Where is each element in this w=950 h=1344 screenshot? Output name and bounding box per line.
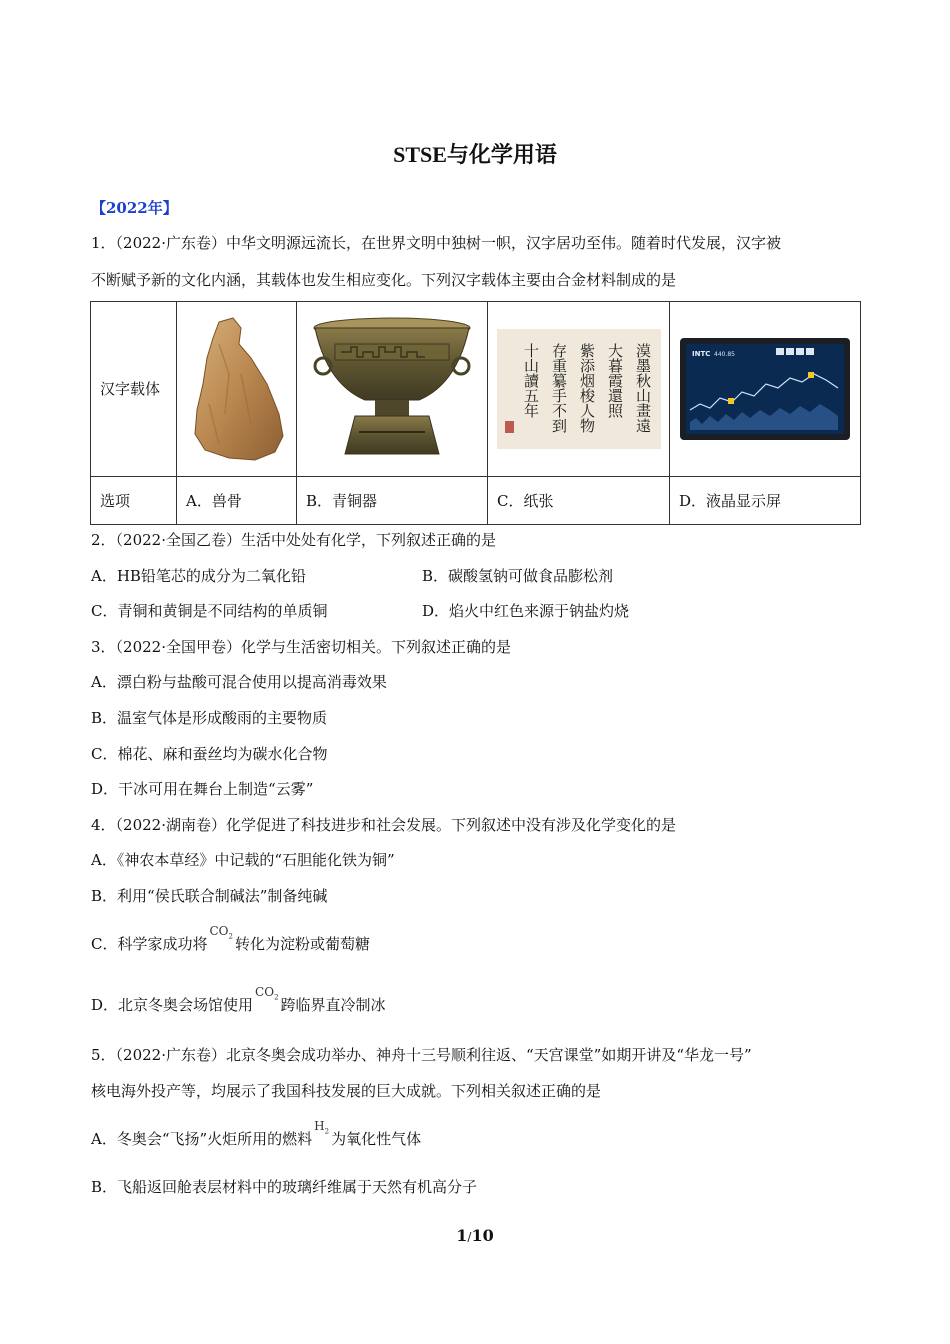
q5-option-b: B．飞船返回舱表层材料中的玻璃纤维属于天然有机高分子 — [91, 1178, 478, 1196]
option-c: C．纸张 — [488, 477, 670, 525]
co2-formula: $CO_2$ — [209, 924, 233, 941]
bronze-vessel-image — [307, 314, 477, 464]
calligraphy-col-4: 存重纂手不到 — [549, 343, 568, 433]
q5-stem-line1: 5．（2022·广东卷）北京冬奥会成功举办、神舟十三号顺利往返、“天宫课堂”如期开讲及“华龙一号” — [91, 1046, 752, 1064]
image-cell-paper — [488, 302, 670, 477]
image-cell-bone — [177, 302, 297, 477]
q4-option-d: D．北京冬奥会场馆使用$CO_2$ 跨临界直冷制冰 — [91, 995, 386, 1021]
animal-bone-image — [189, 314, 285, 464]
q1-stem-line1: 1．（2022·广东卷）中华文明源远流长，在世界文明中独树一帜，汉字居功至伟。随着时代发展，汉字被 — [91, 234, 781, 252]
q4-option-c: C．科学家成功将$CO_2$ 转化为淀粉或葡萄糖 — [91, 934, 370, 960]
co2-formula: $CO_2$ — [255, 985, 279, 1002]
page-number: 1/10 — [456, 1226, 494, 1245]
q4-stem: 4．（2022·湖南卷）化学促进了科技进步和社会发展。下列叙述中没有涉及化学变化的是 — [91, 816, 676, 834]
q1-carrier-table — [90, 301, 861, 525]
q3-option-a: A．漂白粉与盐酸可混合使用以提高消毒效果 — [91, 673, 387, 691]
q3-stem: 3．（2022·全国甲卷）化学与生活密切相关。下列叙述正确的是 — [91, 638, 511, 656]
lcd-screen-image — [680, 338, 850, 440]
q2-stem: 2．（2022·全国乙卷）生活中处处有化学，下列叙述正确的是 — [91, 531, 496, 549]
q2-option-b: B．碳酸氢钠可做食品膨松剂 — [422, 567, 614, 585]
q3-option-d: D．干冰可用在舞台上制造“云雾” — [91, 780, 314, 798]
q1-stem-line2: 不断赋予新的文化内涵，其载体也发生相应变化。下列汉字载体主要由合金材料制成的是 — [91, 271, 677, 289]
calligraphy-col-3: 紫添烟梭人物 — [577, 343, 596, 433]
q4-option-a: A．《神农本草经》中记载的“石胆能化铁为铜” — [91, 851, 395, 869]
option-a: A．兽骨 — [177, 477, 297, 525]
q3-option-b: B．温室气体是形成酸雨的主要物质 — [91, 709, 328, 727]
option-d: D．液晶显示屏 — [670, 477, 861, 525]
q3-option-c: C．棉花、麻和蚕丝均为碳水化合物 — [91, 745, 328, 763]
screen-price: 440.85 — [714, 351, 735, 358]
q4-option-b: B．利用“侯氏联合制碱法”制备纯碱 — [91, 887, 328, 905]
q5-option-a: A．冬奥会“飞扬”火炬所用的燃料$H_2$ 为氧化性气体 — [91, 1129, 421, 1155]
calligraphy-paper-image — [497, 329, 661, 449]
q5-stem-line2: 核电海外投产等，均展示了我国科技发展的巨大成就。下列相关叙述正确的是 — [91, 1082, 602, 1100]
section-year-heading: 【2022年】 — [91, 199, 178, 217]
q2-option-d: D．焰火中红色来源于钠盐灼烧 — [422, 602, 630, 620]
h2-formula: $H_2$ — [314, 1119, 330, 1136]
page-title: STSE与化学用语 — [393, 142, 557, 167]
image-cell-bronze — [297, 302, 488, 477]
row-label-carrier: 汉字载体 — [91, 302, 177, 477]
calligraphy-col-2: 大暮霞還照 — [605, 343, 624, 418]
calligraphy-col-5: 十山讀五年 — [521, 343, 540, 418]
screen-ticker: INTC — [692, 350, 711, 358]
option-b: B．青铜器 — [297, 477, 488, 525]
image-cell-lcd — [670, 302, 861, 477]
q2-option-a: A．HB铅笔芯的成分为二氧化铅 — [91, 567, 306, 585]
q2-option-c: C．青铜和黄铜是不同结构的单质铜 — [91, 602, 328, 620]
row-label-option: 选项 — [91, 477, 177, 525]
calligraphy-col-1: 漠墨秋山畫遠 — [633, 343, 652, 433]
